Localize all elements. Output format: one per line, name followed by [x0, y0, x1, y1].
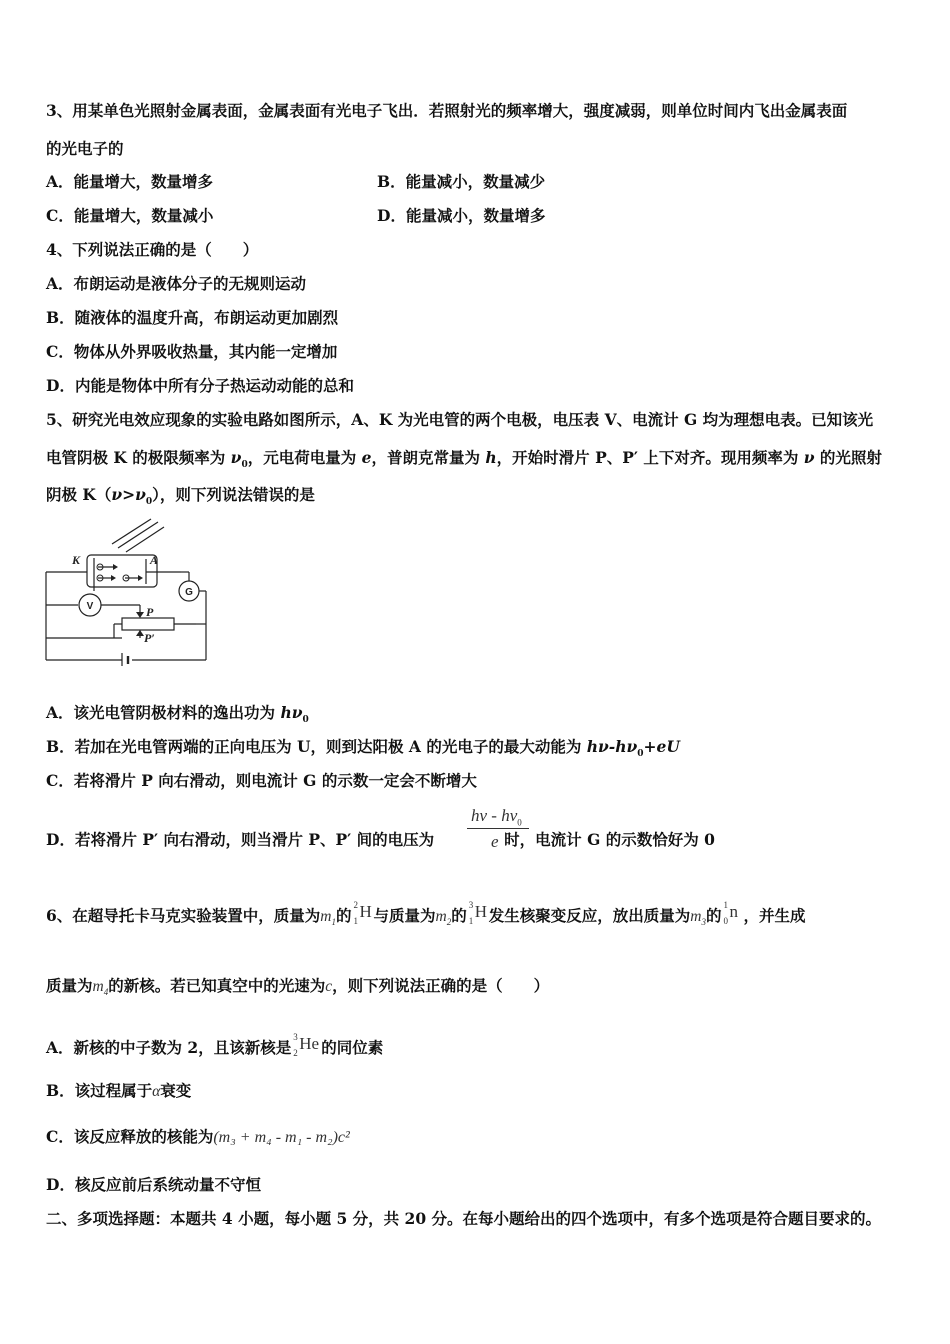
- q6-option-b: B．该过程属于α衰变: [46, 1081, 192, 1100]
- q5-option-d: D．若将滑片 P′ 向右滑动，则当滑片 P、P′ 间的电压为 时，电流计 G 的示数恰好为 0: [46, 830, 715, 849]
- nuclide-deuterium: 2 1 H: [353, 900, 372, 926]
- q5-stem-line3: 阴极 $K(\nu>\nu_0)$，则下列说法错误的是: [46, 485, 315, 508]
- nuclide-neutron: 1 0 n: [723, 900, 738, 926]
- q3-option-d: D．能量减小，数量增多: [377, 206, 546, 225]
- q6-option-d: D．核反应前后系统动量不守恒: [46, 1175, 261, 1194]
- section-2-heading: 二、多项选择题：本题共 4 小题，每小题 5 分，共 20 分。在每小题给出的四个选项中，有多个选项是符合题目要求的。: [46, 1209, 882, 1228]
- fraction-denominator: e: [491, 832, 499, 851]
- q5-option-b: B．若加在光电管两端的正向电压为 U，则到达阳极 A 的光电子的最大动能为 $h\nu-h\nu_0+eU$: [46, 737, 680, 760]
- galvanometer-label: G: [185, 587, 193, 598]
- q5-option-a: A．该光电管阴极材料的逸出功为 $h\nu_0$: [46, 703, 309, 726]
- nuclide-helium3: 3 2 He: [293, 1032, 320, 1058]
- q4-option-c: C．物体从外界吸收热量，其内能一定增加: [46, 342, 338, 361]
- q5-stem-line2: 电管阴极 K 的极限频率为 $\nu_0$，元电荷电量为 e，普朗克常量为 h，开始时滑片 P、P′ 上下对齐。现用频率为 ν 的光照射: [46, 448, 882, 471]
- q3-option-c: C．能量增大，数量减小: [46, 206, 214, 225]
- q6-stem-line1: 6、在超导托卡马克实验装置中，质量为$m_1$的 2 1 H 与质量为$m_2$的 3 1 H 发生核聚变反应，放出质量为$m_3$的 1 0 n ，并生成: [46, 900, 806, 928]
- q3-option-b: B．能量减小，数量减少: [377, 172, 546, 191]
- q6-option-a: A．新核的中子数为 2，且该新核是 3 2 He 的同位素: [46, 1032, 384, 1058]
- label-A: A: [150, 553, 159, 567]
- q3-stem-line2: 的光电子的: [46, 139, 124, 158]
- label-P: P: [146, 605, 154, 619]
- voltmeter-label: V: [86, 601, 94, 612]
- q4-option-b: B．随液体的温度升高，布朗运动更加剧烈: [46, 308, 339, 327]
- label-P-prime: P′: [144, 631, 155, 645]
- q4-option-d: D．内能是物体中所有分子热运动动能的总和: [46, 376, 354, 395]
- q4-stem: 4、下列说法正确的是（ ）: [46, 240, 259, 259]
- q3-stem-line1: 3、用某单色光照射金属表面，金属表面有光电子飞出．若照射光的频率增大，强度减弱，则单位时间内飞出金属表面: [46, 101, 848, 120]
- q5-stem-line1: 5、研究光电效应现象的实验电路如图所示，A、K 为光电管的两个电极，电压表 V、电流计 G 均为理想电表。已知该光: [46, 410, 874, 429]
- nuclide-tritium: 3 1 H: [468, 900, 488, 926]
- q3-option-a: A．能量增大，数量增多: [46, 172, 214, 191]
- q6-option-c: C．该反应释放的核能为(m₃ + m₄ - m₁ - m₂)c²: [46, 1127, 350, 1146]
- fraction-bar: [467, 828, 529, 829]
- q4-option-a: A．布朗运动是液体分子的无规则运动: [46, 274, 307, 293]
- q6-stem-line2: 质量为$m_4$的新核。若已知真空中的光速为c，则下列说法正确的是（ ）: [46, 976, 550, 998]
- photoelectric-circuit-figure: [40, 518, 212, 666]
- fraction-numerator: hν - $h\nu_0$: [471, 806, 522, 828]
- label-K: K: [72, 553, 81, 567]
- q5-option-c: C．若将滑片 P 向右滑动，则电流计 G 的示数一定会不断增大: [46, 771, 477, 790]
